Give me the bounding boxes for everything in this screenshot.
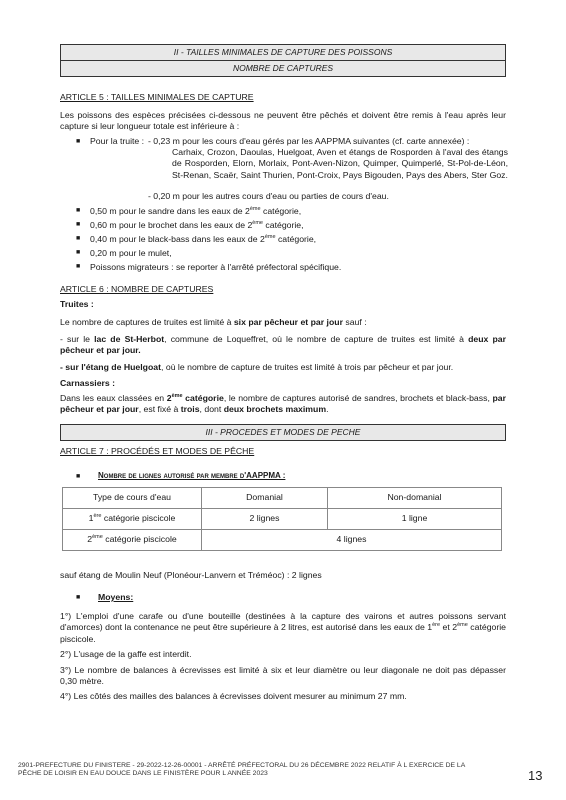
table-header-cell: Domanial xyxy=(202,488,328,509)
section-2-header xyxy=(60,44,506,77)
truites-paragraph-2: - sur le lac de St-Herbot, commune de Loqueffret, où le nombre de capture de truites est limité à deux par pêcheur et par jour. xyxy=(60,334,506,356)
table-cell: 1ère catégorie piscicole xyxy=(63,509,202,530)
trout-label: Pour la truite : xyxy=(90,136,145,146)
article-5-intro: Les poissons des espèces précisées ci-dessous ne peuvent être pêchés et doivent être remis à l'eau après leur capture si leur longueur totale est inférieure à : xyxy=(60,110,506,132)
table-header-row xyxy=(63,488,502,509)
footer-line-1: 2901-PREFECTURE DU FINISTERE - 29-2022-12-26-00001 - ARRÊTÉ PRÉFECTORAL DU 26 DÉCEMBRE 2022 RELATIF À L EXERCICE DE LA xyxy=(18,762,466,769)
truites-label: Truites : xyxy=(60,299,94,309)
table-cell: 4 lignes xyxy=(202,530,502,551)
article-7-heading: ARTICLE 7 : PROCÉDÉS ET MODES DE PÊCHE xyxy=(60,446,255,456)
bullet-icon: ■ xyxy=(76,221,81,228)
bullet-icon: ■ xyxy=(76,249,81,256)
trout-line-1: - 0,23 m pour les cours d'eau gérés par les AAPPMA suivantes (cf. carte annexée) : xyxy=(148,136,470,146)
table-row xyxy=(63,509,502,530)
lines-table xyxy=(62,487,502,551)
carnassiers-paragraph: Dans les eaux classées en 2ème catégorie, le nombre de captures autorisé de sandres, brochets et black-bass, par pêcheur et par jour, est fixé à trois, dont deux brochets maximum. xyxy=(60,393,506,415)
table-row xyxy=(63,530,502,551)
bullet-icon: ■ xyxy=(76,138,81,145)
truites-paragraph-1: Le nombre de captures de truites est limité à six par pêcheur et par jour sauf : xyxy=(60,317,367,327)
moyens-paragraph-4: 4°) Les côtés des mailles des balances à écrevisses doivent mesurer au minimum 27 mm. xyxy=(60,691,407,701)
carnassiers-label: Carnassiers : xyxy=(60,378,116,388)
section-3-header xyxy=(60,424,506,441)
section-3-title: III - PROCEDES ET MODES DE PECHE xyxy=(205,427,361,437)
bullet-icon: ■ xyxy=(76,235,81,242)
section-2-subtitle: NOMBRE DE CAPTURES xyxy=(61,60,505,76)
footer-line-2: PÊCHE DE LOISIR EN EAU DOUCE DANS LE FINISTÈRE POUR L ANNÉE 2023 xyxy=(18,770,268,778)
table-cell: 2ème catégorie piscicole xyxy=(63,530,202,551)
document-page: II - TAILLES MINIMALES DE CAPTURE DES POISSONS NOMBRE DE CAPTURES ARTICLE 5 : TAILLES MINIMALES DE CAPTURE Les poissons des espèces précisées ci-dessous ne peuvent être pêchés et doivent être remis à l'eau après leur capture si leur longueur totale est inférieure à : ■ Pour la truite : - 0,23 m pour les cours d'eau gérés par les AAPPMA suivantes (cf. carte annexée) : Carhaix, Crozon, Daoulas, Huelgoat, Aven et étangs de Rosporden à l'aval des étangs de Rosporden, Elorn, Morlaix, Pont-Aven-Nizon, Quimper, Quimperlé, St-Pol-de-Léon, St-Renan, Scaër, Saint Thurien, Pont-Croix, Pays Bigouden, Pays des Abers, Ster Goz. - 0,20 m pour les autres cours d'eau ou parties de cours d'eau. ■ 0,50 m pour le sandre dans les eaux de 2ème catégorie, ■ 0,60 m pour le brochet dans les eaux de 2ème catégorie, ■ 0,40 m pour le black-bass dans les eaux de 2ème catégorie, ■ 0,20 m pour le mulet, ■ Poissons migrateurs : se reporter à l'arrêté préfectoral spécifique. ARTICLE 6 : NOMBRE DE CAPTURES Truites : Le nombre de captures de truites est limité à six par pêcheur et par jour sauf : - sur le lac de St-Herbot, commune de Loqueffret, où le nombre de capture de truites est limité à deux par pêcheur et par jour. - sur l'étang de Huelgoat, où le nombre de capture de truites est limité à trois par pêcheur et par jour. Carnassiers : Dans les eaux classées en 2ème catégorie, le nombre de captures autorisé de sandres, brochets et black-bass, par pêcheur et par jour, est fixé à trois, dont deux brochets maximum. III - PROCEDES ET MODES DE PECHE ARTICLE 7 : PROCÉDÉS ET MODES DE PÊCHE ■ Nombre de lignes autorisé par membre d'AAPPMA : Type de cours d'eau Domanial Non-domanial 1ère catégorie piscicole 2 lignes 1 ligne 2ème catégorie piscicole 4 lignes sauf étang de Moulin Neuf (Plonéour-Lanvern et Tréméoc) : 2 lignes ■ Moyens: 1°) L'emploi d'une carafe ou d'une bouteille (destinées à la capture des vairons et autres poissons servant d'amorces) dont la contenance ne peut être supérieure à 2 litres, est autorisé dans les eaux de 1ère et 2ème catégorie piscicole. 2°) L'usage de la gaffe est interdit. 3°) Le nombre de balances à écrevisses est limité à six et leur diamètre ou leur diagonale ne doit pas dépasser 0,30 mètre. 4°) Les côtés des mailles des balances à écrevisses doivent mesurer au minimum 27 mm. 2901-PREFECTURE DU FINISTERE - 29-2022-12-26-00001 - ARRÊTÉ PRÉFECTORAL DU 26 DÉCEMBRE 2022 RELATIF À L EXERCICE DE LA PÊCHE DE LOISIR EN EAU DOUCE DANS LE FINISTÈRE POUR L ANNÉE 2023 13 xyxy=(0,0,566,800)
moyens-label: Moyens: xyxy=(98,592,134,602)
section-2-title: II - TAILLES MINIMALES DE CAPTURE DES POISSONS xyxy=(173,47,393,57)
moyens-paragraph-3: 3°) Le nombre de balances à écrevisses est limité à six et leur diamètre ou leur diagonale ne doit pas dépasser 0,30 mètre. xyxy=(60,665,506,687)
table-header-cell: Non-domanial xyxy=(328,488,502,509)
lines-label: Nombre de lignes autorisé par membre d'AAPPMA : xyxy=(98,471,286,480)
article-6-heading: ARTICLE 6 : NOMBRE DE CAPTURES xyxy=(60,284,214,294)
trout-line-3: - 0,20 m pour les autres cours d'eau ou parties de cours d'eau. xyxy=(148,191,389,201)
bullet-icon: ■ xyxy=(76,594,81,601)
truites-paragraph-3: - sur l'étang de Huelgoat, où le nombre de capture de truites est limité à trois par pêcheur et par jour. xyxy=(60,362,454,372)
exception-line: sauf étang de Moulin Neuf (Plonéour-Lanvern et Tréméoc) : 2 lignes xyxy=(60,570,322,580)
moyens-paragraph-2: 2°) L'usage de la gaffe est interdit. xyxy=(60,649,192,659)
bullet-icon: ■ xyxy=(76,207,81,214)
table-cell: 2 lignes xyxy=(202,509,328,530)
table-cell: 1 ligne xyxy=(328,509,502,530)
bullet-icon: ■ xyxy=(76,473,81,480)
page-footer xyxy=(18,762,518,779)
moyens-paragraph-1: 1°) L'emploi d'une carafe ou d'une bouteille (destinées à la capture des vairons et autres poissons servant d'amorces) dont la contenance ne peut être supérieure à 2 litres, est autorisé dans les eaux de 1ère et 2ème catégorie piscicole. xyxy=(60,611,507,644)
bullet-icon: ■ xyxy=(76,263,81,270)
page-number: 13 xyxy=(528,768,543,783)
table-header-cell: Type de cours d'eau xyxy=(63,488,202,509)
trout-line-2: Carhaix, Crozon, Daoulas, Huelgoat, Aven et étangs de Rosporden à l'aval des étangs de Rosporden, Elorn, Morlaix, Pont-Aven-Nizon, Quimper, Quimperlé, St-Pol-de-Léon, St-Renan, Scaër, Saint Thurien, Pont-Croix, Pays Bigouden, Pays des Abers, Ster Goz. xyxy=(172,147,508,180)
article-5-heading: ARTICLE 5 : TAILLES MINIMALES DE CAPTURE xyxy=(60,92,254,102)
